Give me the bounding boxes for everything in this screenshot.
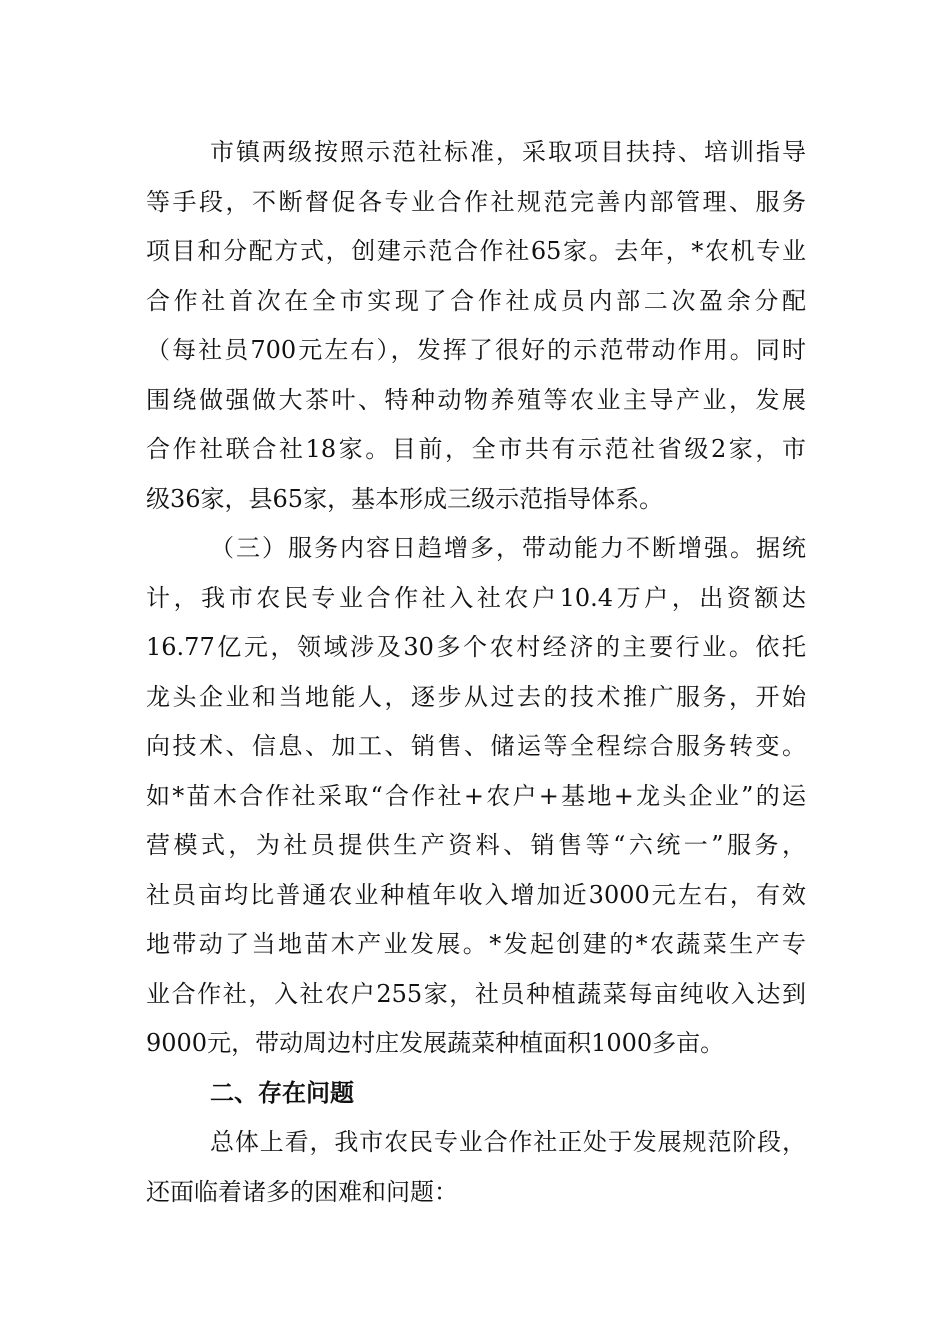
paragraph-line: 项目和分配方式，创建示范合作社65家。去年，*农机专业 (146, 237, 806, 265)
paragraph-line: 9000元，带动周边村庄发展蔬菜种植面积1000多亩。 (146, 1029, 725, 1057)
document-body (146, 128, 806, 1217)
paragraph-line: 向技术、信息、加工、销售、储运等全程综合服务转变。 (146, 732, 806, 760)
paragraph-line: 总体上看，我市农民专业合作社正处于发展规范阶段， (210, 1128, 806, 1156)
section-heading: 二、存在问题 (210, 1078, 354, 1107)
paragraph-line: 龙头企业和当地能人，逐步从过去的技术推广服务，开始 (146, 682, 806, 711)
paragraph-line: 还面临着诸多的困难和问题： (146, 1177, 458, 1206)
paragraph-line: 如*苗木合作社采取“合作社+农户+基地+龙头企业”的运 (146, 781, 806, 810)
paragraph-line: 地带动了当地苗木产业发展。*发起创建的*农蔬菜生产专 (146, 930, 806, 958)
paragraph-line: 16.77亿元，领域涉及30多个农村经济的主要行业。依托 (146, 633, 806, 661)
paragraph-line: 合作社联合社18家。目前，全市共有示范社省级2家，市 (146, 435, 806, 463)
paragraph-line: 级36家，县65家，基本形成三级示范指导体系。 (146, 484, 664, 513)
paragraph-line: 业合作社，入社农户255家，社员种植蔬菜每亩纯收入达到 (146, 979, 806, 1008)
paragraph-line: 社员亩均比普通农业种植年收入增加近3000元左右，有效 (146, 880, 806, 909)
paragraph-line: 合作社首次在全市实现了合作社成员内部二次盈余分配 (146, 286, 806, 315)
paragraph-line: （三）服务内容日趋增多，带动能力不断增强。据统 (210, 534, 806, 562)
paragraph-line: 市镇两级按照示范社标准，采取项目扶持、培训指导 (210, 138, 806, 166)
paragraph-line: 计，我市农民专业合作社入社农户10.4万户，出资额达 (146, 583, 806, 612)
paragraph-line: 营模式，为社员提供生产资料、销售等“六统一”服务， (146, 831, 806, 859)
paragraph-line: （每社员700元左右），发挥了很好的示范带动作用。同时 (146, 336, 806, 364)
paragraph-line: 等手段，不断督促各专业合作社规范完善内部管理、服务 (146, 187, 806, 216)
paragraph-line: 围绕做强做大茶叶、特种动物养殖等农业主导产业，发展 (146, 385, 806, 414)
